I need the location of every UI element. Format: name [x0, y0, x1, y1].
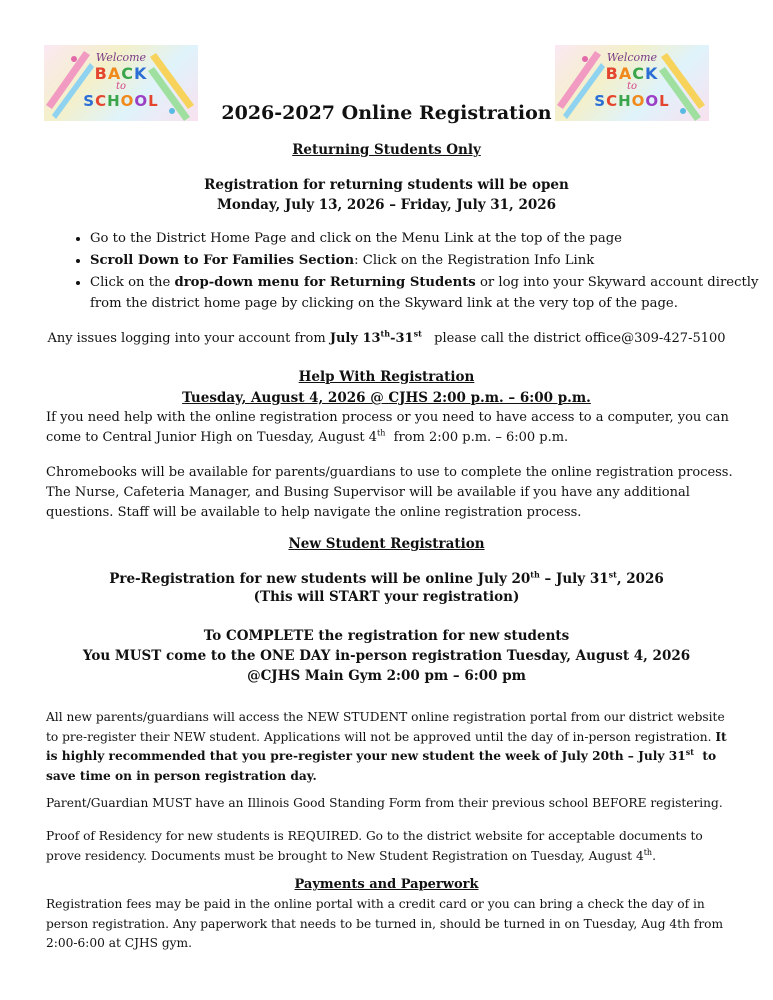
logo-welcome-text: Welcome: [95, 51, 147, 64]
returning-steps-list: [64, 228, 770, 315]
logo-school-text: SCHOOL: [83, 92, 159, 110]
preregistration-start-note: (This will START your registration): [253, 589, 520, 605]
complete-line-1: To COMPLETE the registration for new students: [203, 628, 570, 644]
help-date-line: Tuesday, August 4, 2026 @ CJHS 2:00 p.m. – 6:00 p.m.: [182, 390, 591, 406]
new-student-paragraph-2: Parent/Guardian MUST have an Illinois Good Standing Form from their previous school BEFORE registering.: [46, 796, 723, 810]
returning-open-line1: Registration for returning students will be open: [204, 177, 569, 193]
payments-paragraph: Registration fees may be paid in the online portal with a credit card or you can bring a check the day of in person registration. Any paperwork that needs to be turned in, should be turned in on Tuesday, Aug 4th from 2:00-6:00 at CJHS gym.: [46, 897, 724, 950]
complete-line-2: You MUST come to the ONE DAY in-person registration Tuesday, August 4, 2026: [82, 648, 691, 664]
list-item: • Scroll Down to For Families Section: Click on the Registration Info Link: [90, 250, 770, 271]
returning-heading: Returning Students Only: [292, 142, 481, 158]
logo-to-text: to: [626, 81, 638, 92]
help-paragraph-1: If you need help with the online registration process or you need to have access to a computer, you can come to Central Junior High on Tuesday, August 4th from 2:00 p.m. – 6:00 p.m.: [46, 410, 729, 445]
new-student-paragraph-3: Proof of Residency for new students is REQUIRED. Go to the district website for acceptable documents to prove residency. Documents must be brought to New Student Registration on Tuesday, August 4th.: [46, 829, 703, 863]
help-paragraph-2: Chromebooks will be available for parents/guardians to use to complete the online registration process. The Nurse, Cafeteria Manager, and Busing Supervisor will be available if you have any additional questions. Staff will be available to help navigate the online registration process.: [46, 465, 733, 520]
logo-welcome-text: Welcome: [606, 51, 658, 64]
login-issues-line: Any issues logging into your account from July 13th-31st please call the district office@309-427-5100: [47, 328, 726, 346]
logo-back-text: BACK: [94, 64, 148, 83]
list-item: • Click on the drop-down menu for Returning Students or log into your Skyward account directly from the district home page by clicking on the Skyward link at the very top of the page.: [90, 272, 770, 314]
page-title: 2026-2027 Online Registration: [221, 102, 552, 124]
returning-open-line2: Monday, July 13, 2026 – Friday, July 31, 2026: [216, 197, 557, 213]
new-student-paragraph-1: All new parents/guardians will access the NEW STUDENT online registration portal from our district website to pre-register their NEW student. Applications will not be approved until the day of in-person registration. It is highly recommended that you pre-register your new student the week of July 20th – July 31st to save time on in person registration day.: [46, 710, 727, 783]
logo-to-text: to: [115, 81, 127, 92]
payments-heading: Payments and Paperwork: [294, 877, 479, 892]
list-item: • Go to the District Home Page and click on the Menu Link at the top of the page: [90, 228, 770, 249]
new-student-heading: New Student Registration: [288, 536, 485, 552]
logo-school-text: SCHOOL: [594, 92, 670, 110]
preregistration-line: Pre-Registration for new students will be online July 20th – July 31st, 2026: [109, 569, 664, 587]
complete-line-3: @CJHS Main Gym 2:00 pm – 6:00 pm: [247, 668, 526, 684]
logo-back-text: BACK: [605, 64, 659, 83]
help-heading: Help With Registration: [298, 369, 475, 385]
